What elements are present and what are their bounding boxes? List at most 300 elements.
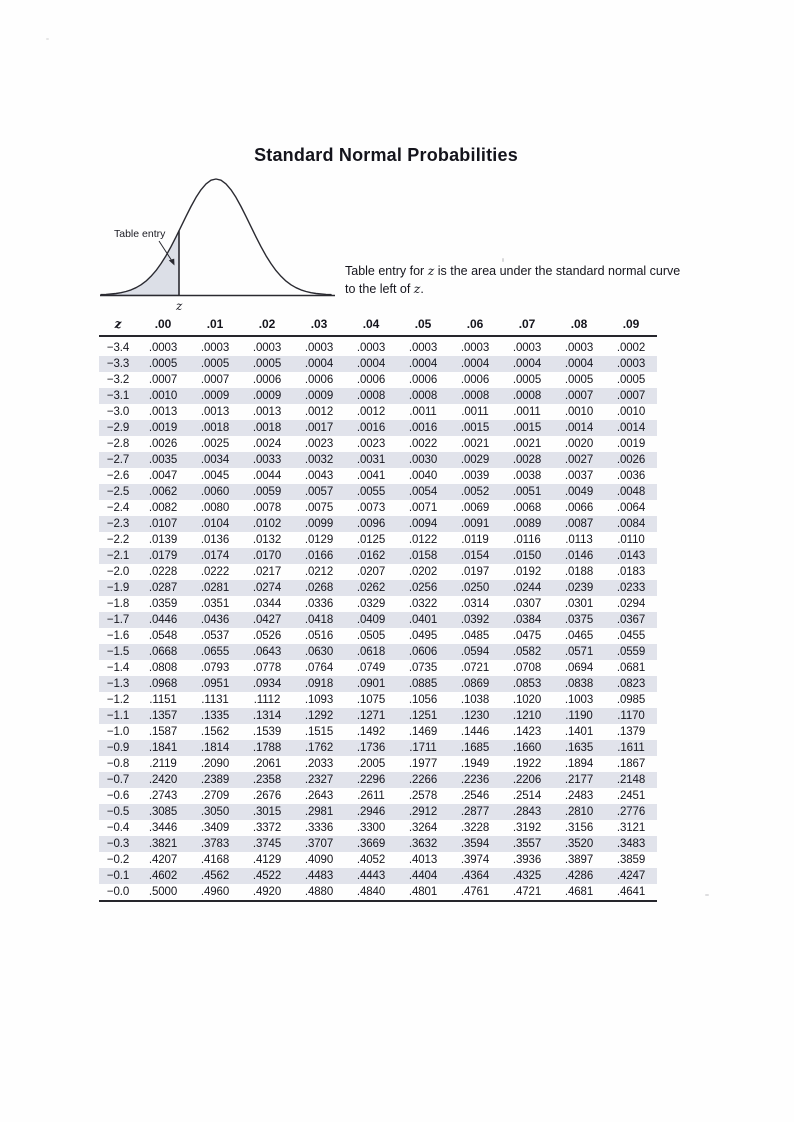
table-row: [99, 452, 657, 468]
probability-cell: .1423: [512, 726, 542, 738]
probability-cell: .0011: [409, 406, 437, 418]
table-row: [99, 388, 657, 404]
scan-artifact: [502, 258, 504, 262]
table-row: [99, 564, 657, 580]
probability-cell: .4207: [148, 854, 178, 866]
probability-cell: .0594: [460, 646, 490, 658]
probability-cell: .0047: [148, 470, 178, 482]
probability-cell: .0256: [408, 582, 438, 594]
probability-cell: .0694: [564, 662, 594, 674]
probability-cell: .3783: [200, 838, 230, 850]
probability-cell: .1003: [564, 694, 594, 706]
probability-cell: .1841: [148, 742, 178, 754]
table-row: [99, 404, 657, 420]
probability-cell: .0003: [616, 358, 646, 370]
probability-cell: .4522: [252, 870, 282, 882]
table-row: [99, 596, 657, 612]
probability-cell: .0838: [564, 678, 594, 690]
probability-cell: .2483: [564, 790, 594, 802]
probability-cell: .0045: [200, 470, 230, 482]
probability-cell: .2061: [252, 758, 282, 770]
probability-cell: .0721: [460, 662, 490, 674]
probability-cell: .3897: [564, 854, 594, 866]
probability-cell: .1685: [460, 742, 490, 754]
probability-cell: .0735: [408, 662, 438, 674]
probability-cell: .0102: [252, 518, 282, 530]
probability-cell: .0006: [408, 374, 438, 386]
probability-cell: .0003: [564, 342, 594, 354]
probability-cell: .0009: [304, 390, 334, 402]
probability-cell: .0062: [148, 486, 178, 498]
probability-cell: .0179: [148, 550, 178, 562]
table-row: [99, 336, 657, 356]
z-value-cell: −1.9: [106, 582, 130, 594]
probability-cell: .0143: [616, 550, 646, 562]
probability-cell: .0023: [304, 438, 334, 450]
probability-cell: .4443: [356, 870, 386, 882]
z-value-cell: −2.2: [106, 534, 130, 546]
probability-cell: .0951: [200, 678, 230, 690]
probability-cell: .0150: [512, 550, 542, 562]
z-value-cell: −2.4: [106, 502, 130, 514]
probability-cell: .0020: [564, 438, 594, 450]
probability-cell: .0048: [616, 486, 646, 498]
probability-cell: .0004: [564, 358, 594, 370]
probability-cell: .0174: [200, 550, 230, 562]
probability-cell: .3446: [148, 822, 178, 834]
probability-cell: .0188: [564, 566, 594, 578]
probability-cell: .0122: [408, 534, 438, 546]
probability-cell: .1379: [616, 726, 646, 738]
probability-cell: .0793: [200, 662, 230, 674]
probability-cell: .0015: [512, 422, 542, 434]
probability-cell: .1814: [200, 742, 230, 754]
probability-cell: .4602: [148, 870, 178, 882]
probability-cell: .0004: [408, 358, 438, 370]
probability-cell: .2236: [460, 774, 490, 786]
probability-cell: .1210: [512, 710, 542, 722]
z-value-cell: −0.6: [106, 790, 130, 802]
probability-cell: .0082: [148, 502, 178, 514]
col-header: .02: [241, 317, 293, 336]
z-value-cell: −1.5: [106, 646, 130, 658]
scan-artifact: [705, 894, 709, 896]
probability-cell: .4960: [189, 884, 241, 901]
probability-cell: .1977: [408, 758, 438, 770]
probability-cell: .3085: [148, 806, 178, 818]
probability-cell: .0096: [356, 518, 386, 530]
page-title: Standard Normal Probabilities: [254, 145, 518, 165]
probability-cell: .0655: [200, 646, 230, 658]
probability-cell: .0446: [148, 614, 178, 626]
probability-cell: .0071: [408, 502, 438, 514]
probability-cell: .3936: [512, 854, 542, 866]
z-value-cell: −0.4: [106, 822, 130, 834]
probability-cell: .0019: [616, 438, 646, 450]
probability-cell: .2177: [564, 774, 594, 786]
probability-cell: .0336: [304, 598, 334, 610]
probability-cell: .0013: [252, 406, 282, 418]
probability-cell: .0307: [512, 598, 542, 610]
probability-cell: .0367: [616, 614, 646, 626]
probability-cell: .0059: [252, 486, 282, 498]
col-header: .00: [137, 317, 189, 336]
probability-cell: .0003: [356, 342, 386, 354]
probability-cell: .0003: [304, 342, 334, 354]
probability-cell: .0934: [252, 678, 282, 690]
probability-cell: .0455: [616, 630, 646, 642]
probability-cell: .0004: [304, 358, 334, 370]
probability-cell: .2946: [356, 806, 386, 818]
probability-cell: .1492: [356, 726, 386, 738]
probability-cell: .0132: [252, 534, 282, 546]
z-value-cell: −2.3: [106, 518, 130, 530]
table-entry-caption: [345, 262, 685, 298]
table-row: [99, 644, 657, 660]
probability-cell: .0033: [252, 454, 282, 466]
probability-cell: .0170: [252, 550, 282, 562]
col-header: .01: [189, 317, 241, 336]
probability-cell: .0035: [148, 454, 178, 466]
probability-cell: .0139: [148, 534, 178, 546]
probability-cell: .0036: [616, 470, 646, 482]
probability-cell: .2090: [200, 758, 230, 770]
probability-cell: .0052: [460, 486, 490, 498]
probability-cell: .0013: [148, 406, 178, 418]
table-row: [99, 804, 657, 820]
probability-cell: .0681: [616, 662, 646, 674]
probability-cell: .0022: [408, 438, 438, 450]
probability-cell: .4364: [460, 870, 490, 882]
probability-cell: .0708: [512, 662, 542, 674]
col-header: .08: [553, 317, 605, 336]
probability-cell: .0281: [200, 582, 230, 594]
probability-cell: .0853: [512, 678, 542, 690]
probability-cell: .0003: [148, 342, 178, 354]
probability-cell: .2743: [148, 790, 178, 802]
z-value-cell: −1.1: [106, 710, 130, 722]
probability-cell: .0006: [252, 374, 282, 386]
probability-cell: .2451: [616, 790, 646, 802]
probability-cell: .0351: [200, 598, 230, 610]
probability-cell: .0146: [564, 550, 594, 562]
probability-cell: .0968: [148, 678, 178, 690]
table-row: [99, 484, 657, 500]
table-row: [99, 836, 657, 852]
probability-cell: .0516: [304, 630, 334, 642]
caption-line: to the left of z.: [345, 281, 424, 296]
probability-cell: .0618: [356, 646, 386, 658]
z-value-cell: −3.1: [106, 390, 130, 402]
probability-cell: .1711: [409, 742, 437, 754]
col-header: .03: [293, 317, 345, 336]
col-header: .06: [449, 317, 501, 336]
probability-cell: .2266: [408, 774, 438, 786]
table-row: [99, 436, 657, 452]
probability-cell: .0068: [512, 502, 542, 514]
table-row: [99, 500, 657, 516]
probability-cell: .0012: [356, 406, 386, 418]
table-row: [99, 532, 657, 548]
probability-cell: .0017: [304, 422, 334, 434]
probability-cell: .0192: [512, 566, 542, 578]
table-row: [99, 628, 657, 644]
probability-cell: .0038: [512, 470, 542, 482]
probability-cell: .0005: [616, 374, 646, 386]
probability-cell: .3409: [200, 822, 230, 834]
probability-cell: .0026: [616, 454, 646, 466]
probability-cell: .1635: [564, 742, 594, 754]
probability-cell: .0012: [304, 406, 334, 418]
table-row: [99, 852, 657, 868]
probability-cell: .1949: [460, 758, 490, 770]
probability-cell: .0301: [564, 598, 594, 610]
z-value-cell: −1.8: [106, 598, 130, 610]
probability-cell: .1230: [460, 710, 490, 722]
probability-cell: .0162: [356, 550, 386, 562]
probability-cell: .3745: [252, 838, 282, 850]
table-row: [99, 468, 657, 484]
probability-cell: .4052: [356, 854, 386, 866]
probability-cell: .0091: [460, 518, 490, 530]
table-row: [99, 356, 657, 372]
probability-cell: .1357: [148, 710, 178, 722]
header-row: [99, 317, 657, 336]
probability-cell: .0008: [512, 390, 542, 402]
probability-cell: .2912: [408, 806, 438, 818]
z-value-cell: −2.7: [106, 454, 130, 466]
probability-cell: .0006: [304, 374, 334, 386]
probability-cell: .0008: [408, 390, 438, 402]
probability-cell: .0003: [200, 342, 230, 354]
probability-cell: .2877: [460, 806, 490, 818]
probability-cell: .3336: [304, 822, 334, 834]
probability-cell: .4920: [241, 884, 293, 901]
scan-artifact: [46, 38, 49, 40]
z-value-cell: −0.3: [106, 838, 130, 850]
probability-cell: .0244: [512, 582, 542, 594]
probability-cell: .0014: [564, 422, 594, 434]
z-axis-label: z: [176, 299, 183, 313]
probability-cell: .2578: [408, 790, 438, 802]
probability-cell: .0003: [512, 342, 542, 354]
probability-cell: .0014: [616, 422, 646, 434]
probability-cell: .0475: [512, 630, 542, 642]
probability-cell: .0885: [408, 678, 438, 690]
probability-cell: .1762: [304, 742, 334, 754]
probability-cell: .0032: [304, 454, 334, 466]
probability-cell: .0418: [304, 614, 334, 626]
probability-cell: .0537: [200, 630, 230, 642]
probability-cell: .0154: [460, 550, 490, 562]
probability-cell: .0107: [148, 518, 178, 530]
probability-cell: .4801: [397, 884, 449, 901]
probability-cell: .0018: [252, 422, 282, 434]
probability-cell: .0239: [564, 582, 594, 594]
probability-cell: .0023: [356, 438, 386, 450]
probability-cell: .1075: [356, 694, 386, 706]
probability-cell: .2206: [512, 774, 542, 786]
probability-cell: .1335: [200, 710, 230, 722]
probability-cell: .0006: [356, 374, 386, 386]
probability-cell: .1587: [148, 726, 178, 738]
z-value-cell: −2.9: [106, 422, 130, 434]
probability-cell: .3859: [616, 854, 646, 866]
probability-cell: .2981: [304, 806, 334, 818]
probability-cell: .0485: [460, 630, 490, 642]
probability-cell: .0262: [356, 582, 386, 594]
probability-cell: .4681: [553, 884, 605, 901]
z-value-cell: −0.5: [106, 806, 130, 818]
probability-cell: .2327: [304, 774, 334, 786]
probability-cell: .4247: [616, 870, 646, 882]
probability-cell: .0526: [252, 630, 282, 642]
probability-cell: .0409: [356, 614, 386, 626]
probability-cell: .3228: [460, 822, 490, 834]
probability-cell: .1271: [356, 710, 386, 722]
probability-cell: .0119: [461, 534, 489, 546]
probability-cell: .4641: [605, 884, 657, 901]
table-row: [99, 772, 657, 788]
probability-cell: .0197: [460, 566, 490, 578]
probability-cell: .0027: [564, 454, 594, 466]
probability-cell: .2843: [512, 806, 542, 818]
probability-cell: .2119: [149, 758, 177, 770]
table-row: [99, 420, 657, 436]
z-value-cell: −3.4: [106, 342, 130, 354]
z-table: [99, 317, 657, 902]
probability-cell: .0158: [408, 550, 438, 562]
probability-cell: .0228: [148, 566, 178, 578]
probability-cell: .3483: [616, 838, 646, 850]
z-value-cell: −0.9: [106, 742, 130, 754]
col-header: .05: [397, 317, 449, 336]
probability-cell: .0007: [564, 390, 594, 402]
probability-cell: .1611: [617, 742, 645, 754]
probability-cell: .4013: [408, 854, 438, 866]
probability-cell: .0183: [616, 566, 646, 578]
probability-cell: .0582: [512, 646, 542, 658]
probability-cell: .0026: [148, 438, 178, 450]
probability-cell: .0009: [252, 390, 282, 402]
table-row: [99, 868, 657, 884]
table-row: [99, 372, 657, 388]
probability-cell: .1922: [512, 758, 542, 770]
probability-cell: .0055: [356, 486, 386, 498]
z-value-cell: −1.3: [106, 678, 130, 690]
probability-cell: .0089: [512, 518, 542, 530]
probability-cell: .1292: [304, 710, 334, 722]
probability-cell: .0057: [304, 486, 334, 498]
probability-cell: .1469: [408, 726, 438, 738]
probability-cell: .4483: [304, 870, 334, 882]
z-value-cell: −0.0: [99, 884, 137, 901]
probability-cell: .0004: [460, 358, 490, 370]
probability-cell: .0004: [512, 358, 542, 370]
probability-cell: .0011: [461, 406, 489, 418]
z-value-cell: −0.1: [106, 870, 130, 882]
probability-cell: .0764: [304, 662, 334, 674]
table-row: [99, 740, 657, 756]
probability-cell: .0011: [513, 406, 541, 418]
col-header: .07: [501, 317, 553, 336]
probability-cell: .0274: [252, 582, 282, 594]
probability-cell: .0233: [616, 582, 646, 594]
probability-cell: .0021: [460, 438, 490, 450]
probability-cell: .0287: [148, 582, 178, 594]
probability-cell: .0125: [356, 534, 386, 546]
probability-cell: .0018: [200, 422, 230, 434]
probability-cell: .4721: [501, 884, 553, 901]
probability-cell: .3050: [200, 806, 230, 818]
probability-cell: .0314: [460, 598, 490, 610]
probability-cell: .0643: [252, 646, 282, 658]
probability-cell: .0040: [408, 470, 438, 482]
table-row: [99, 708, 657, 724]
probability-cell: .0006: [460, 374, 490, 386]
probability-cell: .4286: [564, 870, 594, 882]
probability-cell: .0010: [564, 406, 594, 418]
probability-cell: .2033: [304, 758, 334, 770]
z-value-cell: −1.0: [106, 726, 130, 738]
table-row: [99, 692, 657, 708]
probability-cell: .0136: [200, 534, 230, 546]
probability-cell: .2420: [148, 774, 178, 786]
probability-cell: .0009: [200, 390, 230, 402]
probability-cell: .1038: [460, 694, 490, 706]
col-header: .09: [605, 317, 657, 336]
z-value-cell: −1.2: [106, 694, 130, 706]
probability-cell: .0104: [200, 518, 230, 530]
table-entry-label: Table entry: [114, 228, 166, 240]
probability-cell: .0049: [564, 486, 594, 498]
probability-cell: .0066: [564, 502, 594, 514]
probability-cell: .0202: [408, 566, 438, 578]
probability-cell: .0054: [408, 486, 438, 498]
z-value-cell: −0.7: [106, 774, 130, 786]
probability-cell: .0222: [200, 566, 230, 578]
probability-cell: .0571: [564, 646, 594, 658]
probability-cell: .0041: [356, 470, 386, 482]
probability-cell: .0217: [252, 566, 282, 578]
probability-cell: .0073: [356, 502, 386, 514]
probability-cell: .4880: [293, 884, 345, 901]
probability-cell: .3264: [408, 822, 438, 834]
probability-cell: .0384: [512, 614, 542, 626]
probability-cell: .0007: [200, 374, 230, 386]
probability-cell: .2358: [252, 774, 282, 786]
probability-cell: .0427: [252, 614, 282, 626]
probability-cell: .5000: [137, 884, 189, 901]
probability-cell: .0005: [200, 358, 230, 370]
probability-cell: .2676: [252, 790, 282, 802]
probability-cell: .0034: [200, 454, 230, 466]
table-row: [99, 820, 657, 836]
probability-cell: .1093: [304, 694, 334, 706]
probability-cell: .3372: [252, 822, 282, 834]
z-value-cell: −2.8: [106, 438, 130, 450]
probability-cell: .0007: [616, 390, 646, 402]
z-value-cell: −1.6: [106, 630, 130, 642]
z-value-cell: −2.1: [106, 550, 130, 562]
probability-cell: .0075: [304, 502, 334, 514]
z-value-cell: −0.2: [106, 854, 130, 866]
table-row: [99, 660, 657, 676]
z-value-cell: −0.8: [106, 758, 130, 770]
probability-cell: .3300: [356, 822, 386, 834]
probability-cell: .0015: [460, 422, 490, 434]
probability-cell: .0505: [356, 630, 386, 642]
